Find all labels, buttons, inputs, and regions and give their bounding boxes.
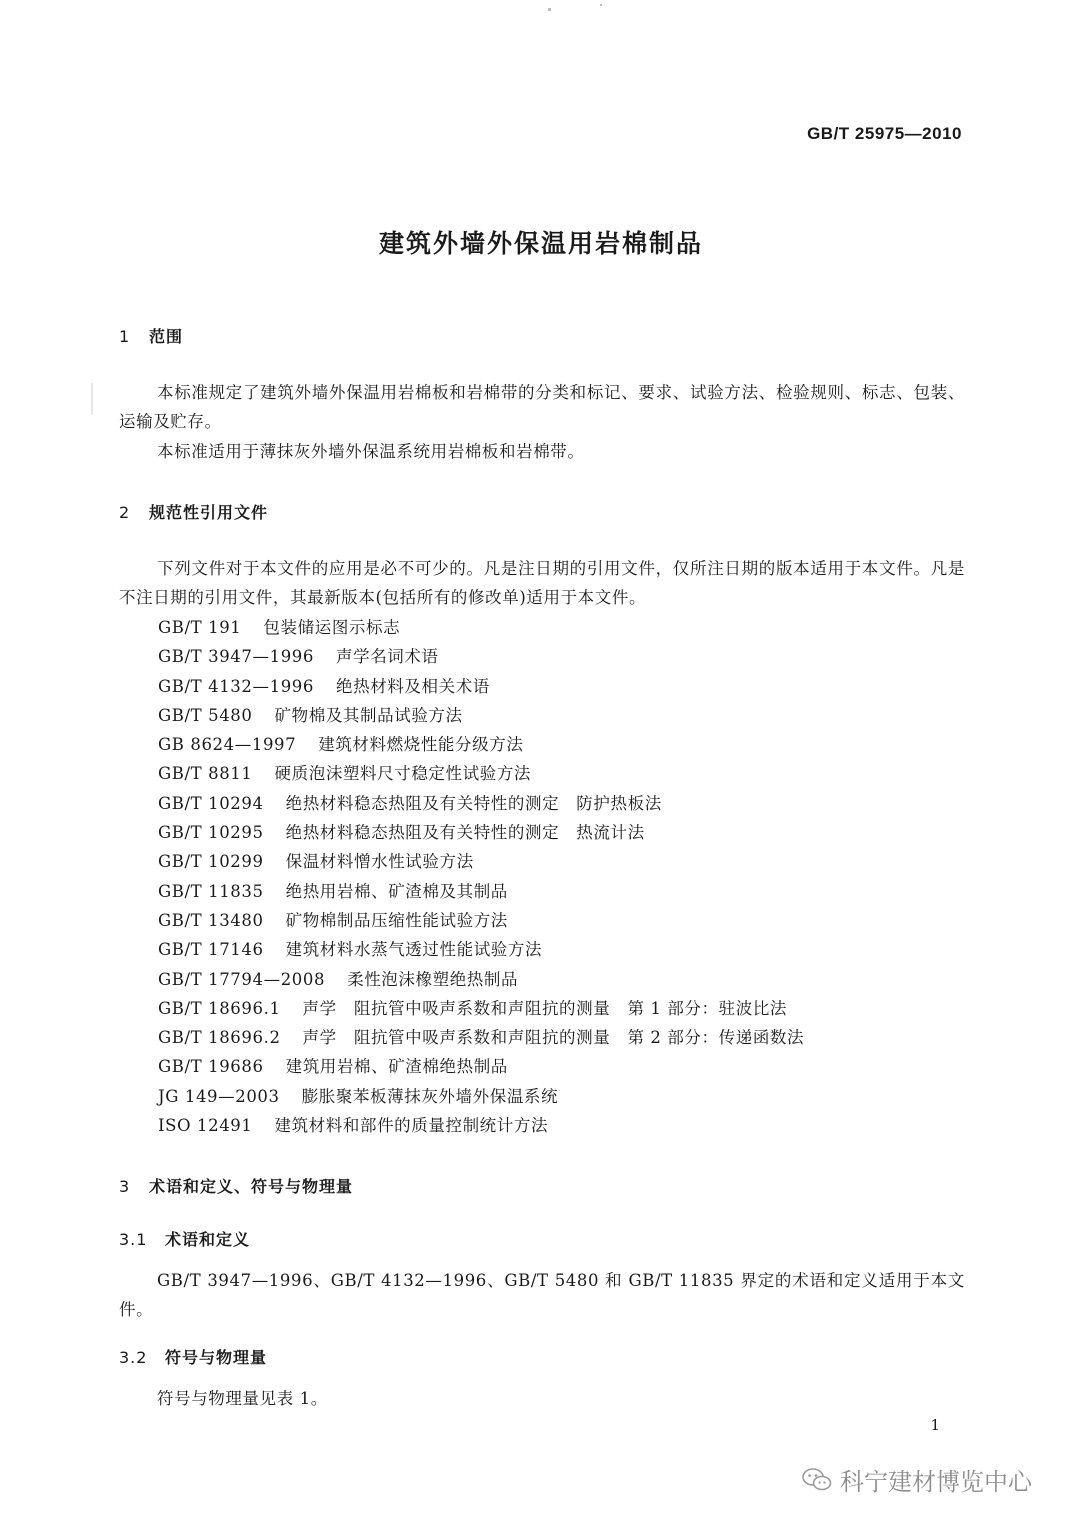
reference-title: 绝热材料及相关术语 [336, 676, 490, 696]
section-title: 术语和定义、符号与物理量 [149, 1177, 354, 1196]
reference-title: 声学 阻抗管中吸声系数和声阻抗的测量 第 1 部分：驻波比法 [302, 998, 788, 1018]
reference-item [158, 613, 804, 642]
symbols-paragraph: 符号与物理量见表 1。 [157, 1389, 328, 1408]
reference-title: 保温材料憎水性试验方法 [285, 852, 474, 872]
reference-title: 建筑材料水蒸气透过性能试验方法 [285, 940, 543, 960]
scope-paragraph-2: 本标准适用于薄抹灰外墙外保温系统用岩棉板和岩棉带。 [157, 442, 585, 461]
reference-title: 矿物棉及其制品试验方法 [274, 705, 463, 725]
scan-speck [548, 8, 551, 11]
reference-code: GB/T 3947—1996 [158, 647, 314, 667]
reference-title: 绝热材料稳态热阻及有关特性的测定 热流计法 [285, 823, 645, 843]
reference-item [158, 906, 804, 935]
normative-references-list [158, 613, 804, 1140]
reference-code: GB/T 8811 [158, 764, 253, 784]
scan-speck [91, 383, 93, 415]
reference-code: GB/T 17146 [158, 940, 264, 960]
reference-title: 声学 阻抗管中吸声系数和声阻抗的测量 第 2 部分：传递函数法 [302, 1028, 805, 1048]
section-2-heading [119, 500, 268, 523]
standard-code: GB/T 25975—2010 [807, 124, 962, 143]
reference-code: GB/T 10295 [158, 823, 264, 843]
reference-title: 柔性泡沫橡塑绝热制品 [347, 969, 519, 989]
section-3-heading [119, 1174, 353, 1197]
reference-title: 绝热用岩棉、矿渣棉及其制品 [285, 881, 508, 901]
reference-item [158, 789, 804, 818]
reference-item [158, 965, 804, 994]
reference-code: JG 149—2003 [158, 1086, 280, 1106]
section-title: 符号与物理量 [165, 1348, 268, 1367]
section-number: 2 [119, 503, 131, 522]
section-3-2-heading [119, 1345, 267, 1368]
page-number: 1 [930, 1416, 940, 1434]
reference-item [158, 935, 804, 964]
reference-code: GB/T 4132—1996 [158, 676, 314, 696]
section-number: 3.2 [119, 1348, 148, 1367]
section-number: 3.1 [119, 1230, 148, 1249]
reference-title: 建筑材料燃烧性能分级方法 [318, 735, 524, 755]
section-3-1-heading [119, 1227, 250, 1250]
reference-item [158, 730, 804, 759]
reference-title: 绝热材料稳态热阻及有关特性的测定 防护热板法 [285, 793, 662, 813]
scan-speck [600, 4, 602, 6]
section-1-heading [119, 324, 183, 347]
reference-code: GB/T 5480 [158, 705, 253, 725]
section-title: 范围 [149, 327, 184, 346]
reference-code: GB/T 19686 [158, 1057, 264, 1077]
document-title: 建筑外墙外保温用岩棉制品 [378, 229, 703, 258]
reference-item [158, 701, 804, 730]
reference-item [158, 818, 804, 847]
reference-code: ISO 12491 [158, 1116, 253, 1136]
section-number: 1 [119, 327, 131, 346]
reference-item [158, 1052, 804, 1081]
reference-code: GB 8624—1997 [158, 735, 297, 755]
reference-title: 硬质泡沫塑料尺寸稳定性试验方法 [274, 764, 532, 784]
reference-code: GB/T 11835 [158, 881, 264, 901]
reference-code: GB/T 191 [158, 618, 242, 637]
reference-title: 包装储运图示标志 [263, 618, 401, 637]
reference-item [158, 642, 804, 671]
reference-code: GB/T 10294 [158, 793, 264, 813]
reference-item [158, 672, 804, 701]
reference-item [158, 1023, 804, 1052]
section-title: 术语和定义 [165, 1230, 251, 1249]
section-number: 3 [119, 1177, 131, 1196]
reference-title: 声学名词术语 [336, 647, 439, 667]
reference-code: GB/T 10299 [158, 852, 264, 872]
reference-code: GB/T 18696.2 [158, 1028, 281, 1048]
reference-code: GB/T 13480 [158, 910, 264, 930]
reference-title: 建筑用岩棉、矿渣棉绝热制品 [285, 1057, 508, 1077]
terms-paragraph: GB/T 3947—1996、GB/T 4132—1996、GB/T 5480 和 GB/T 11835 界定的术语和定义适用于本文件。 [119, 1271, 965, 1319]
reference-title: 矿物棉制品压缩性能试验方法 [285, 910, 508, 930]
watermark [802, 1462, 1032, 1497]
reference-item [158, 759, 804, 788]
references-intro-paragraph: 下列文件对于本文件的应用是必不可少的。凡是注日期的引用文件，仅所注日期的版本适用于本文件。凡是不注日期的引用文件，其最新版本(包括所有的修改单)适用于本文件。 [119, 559, 965, 607]
reference-item [158, 877, 804, 906]
reference-title: 膨胀聚苯板薄抹灰外墙外保温系统 [301, 1086, 559, 1106]
reference-item [158, 1111, 804, 1140]
reference-code: GB/T 17794—2008 [158, 969, 326, 989]
section-title: 规范性引用文件 [149, 503, 269, 522]
reference-item [158, 847, 804, 876]
scope-paragraph-1: 本标准规定了建筑外墙外保温用岩棉板和岩棉带的分类和标记、要求、试验方法、检验规则、标志、包装、运输及贮存。 [119, 383, 965, 431]
reference-title: 建筑材料和部件的质量控制统计方法 [274, 1116, 549, 1136]
reference-code: GB/T 18696.1 [158, 998, 281, 1018]
wechat-icon [802, 1467, 832, 1493]
watermark-text: 科宁建材博览中心 [840, 1468, 1032, 1496]
reference-item [158, 1082, 804, 1111]
reference-item [158, 994, 804, 1023]
